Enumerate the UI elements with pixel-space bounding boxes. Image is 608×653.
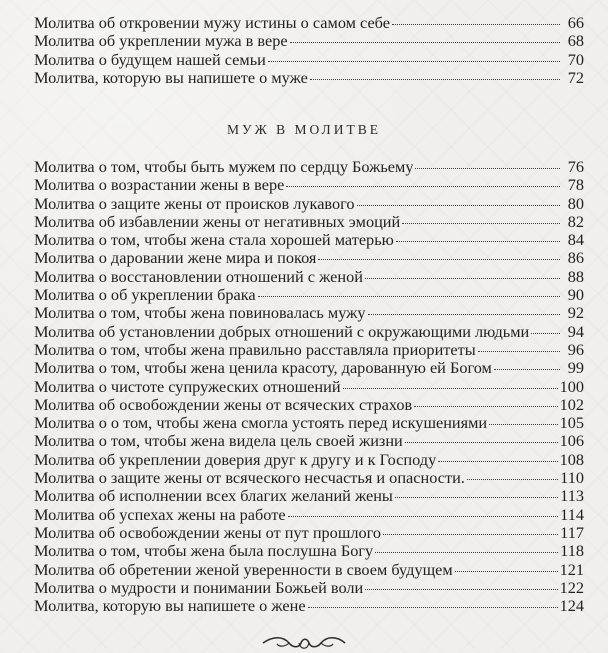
toc-entry-page-number: 108 — [559, 449, 584, 469]
dot-leader — [318, 259, 560, 260]
toc-entry-page-number: 113 — [560, 486, 584, 506]
toc-entry-title: Молитва о восстановлении отношений с женой — [34, 267, 363, 286]
toc-entry-title: Молитва об освобождении жены от всяческих страхов — [34, 395, 413, 414]
toc-entry-page-number: 84 — [567, 230, 584, 250]
toc-entry-title: Молитва об откровении мужу истины о самом себе — [34, 14, 390, 32]
toc-entry — [34, 597, 584, 615]
toc-entry-page-number: 88 — [567, 266, 584, 286]
dot-leader — [415, 168, 560, 169]
toc-entry — [34, 506, 584, 524]
toc-entry — [34, 469, 584, 487]
toc-entry — [34, 487, 584, 505]
toc-entry — [34, 432, 584, 450]
dot-leader — [531, 333, 560, 334]
dot-leader — [310, 79, 560, 80]
toc-entry-page-number: 78 — [567, 175, 584, 195]
toc-entry — [34, 176, 584, 194]
toc-entry-title: Молитва об избавлении жены от негативных эмоций — [34, 212, 401, 231]
toc-entry-title: Молитва о защите жены от происков лукавого — [34, 194, 355, 213]
toc-entry-page-number: 105 — [559, 413, 584, 433]
toc-entry-title: Молитва, которую вы напишете о муже — [34, 68, 308, 87]
dot-leader — [308, 607, 558, 608]
toc-entry-page-number: 92 — [567, 303, 584, 323]
toc-entry — [34, 341, 584, 359]
toc-entry-title: Молитва о том, чтобы жена ценила красоту, дарованную ей Богом — [34, 359, 492, 378]
toc-entry-page-number: 117 — [560, 522, 584, 542]
dot-leader — [286, 186, 560, 187]
toc-entry-title: Молитва о том, чтобы жена повиновалась мужу — [34, 304, 366, 323]
toc-entry-title: Молитва о том, чтобы жена была послушна Богу — [34, 542, 374, 561]
toc-entry-page-number: 86 — [567, 248, 584, 268]
dot-leader — [383, 534, 558, 535]
toc-entry-page-number: 118 — [560, 541, 584, 561]
toc-entry — [34, 195, 584, 213]
toc-list-previous-section — [34, 14, 584, 87]
toc-entry — [34, 286, 584, 304]
toc-entry-page-number: 124 — [559, 596, 584, 616]
dot-leader — [478, 351, 560, 352]
toc-entry-page-number: 114 — [560, 504, 584, 524]
toc-entry — [34, 451, 584, 469]
toc-entry-title: Молитва о об укреплении брака — [34, 286, 256, 305]
toc-entry-page-number: 100 — [559, 376, 584, 396]
dot-leader — [395, 497, 558, 498]
dot-leader — [290, 42, 560, 43]
toc-entry-page-number: 68 — [567, 31, 584, 51]
toc-entry-page-number: 110 — [560, 468, 584, 488]
dot-leader — [343, 388, 558, 389]
dot-leader — [365, 589, 557, 590]
toc-entry — [34, 14, 584, 32]
section-heading: МУЖ В МОЛИТВЕ — [227, 122, 381, 137]
toc-entry-page-number: 94 — [567, 321, 584, 341]
dot-leader — [402, 223, 560, 224]
toc-entry-page-number: 102 — [559, 394, 584, 414]
toc-entry-page-number: 96 — [567, 339, 584, 359]
dot-leader — [467, 479, 558, 480]
dot-leader — [392, 24, 560, 25]
toc-entry — [34, 524, 584, 542]
toc-entry-page-number: 70 — [567, 49, 584, 69]
toc-entry-page-number: 66 — [567, 13, 584, 32]
toc-entry — [34, 231, 584, 249]
toc-entry — [34, 249, 584, 267]
toc-entry-page-number: 90 — [567, 285, 584, 305]
dot-leader — [489, 424, 557, 425]
dot-leader — [258, 296, 560, 297]
toc-entry-page-number: 76 — [567, 157, 584, 176]
toc-entry — [34, 51, 584, 69]
toc-entry-title: Молитва о о том, чтобы жена смогла устоять перед искушениями — [34, 414, 488, 433]
toc-entry-title: Молитва о том, чтобы быть мужем по сердцу Божьему — [34, 158, 414, 176]
dot-leader — [357, 205, 560, 206]
toc-entry-title: Молитва о том, чтобы жена правильно расставляла приоритеты — [34, 340, 476, 359]
toc-entry-title: Молитва о защите жены от всяческого несчастья и опасности. — [34, 469, 465, 488]
toc-entry-page-number: 122 — [559, 577, 584, 597]
toc-entry — [34, 414, 584, 432]
dot-leader — [494, 369, 560, 370]
toc-entry-title: Молитва о том, чтобы жена стала хорошей матерью — [34, 231, 394, 250]
toc-entry — [34, 378, 584, 396]
toc-entry-title: Молитва об успехах жены на работе — [34, 505, 286, 524]
toc-entry — [34, 304, 584, 322]
toc-entry — [34, 158, 584, 176]
toc-entry-title: Молитва об освобождении жены от пут прошлого — [34, 523, 382, 542]
toc-entry-title: Молитва о том, чтобы жена видела цель своей жизни — [34, 432, 403, 451]
dot-leader — [396, 241, 560, 242]
toc-entry-title: Молитва об обретении женой уверенности в своем будущем — [34, 560, 453, 579]
toc-entry-title: Молитва, которую вы напишете о жене — [34, 597, 306, 616]
toc-entry — [34, 396, 584, 414]
toc-entry-page-number: 106 — [559, 431, 584, 451]
toc-entry — [34, 32, 584, 50]
toc-entry — [34, 268, 584, 286]
toc-entry-title: Молитва об укреплении мужа в вере — [34, 32, 288, 51]
toc-entry — [34, 69, 584, 87]
toc-entry-page-number: 99 — [567, 358, 584, 378]
toc-entry — [34, 359, 584, 377]
dot-leader — [365, 278, 560, 279]
toc-entry-page-number: 80 — [567, 193, 584, 213]
dot-leader — [405, 442, 558, 443]
toc-entry-page-number: 121 — [559, 559, 584, 579]
dot-leader — [438, 461, 557, 462]
toc-entry-page-number: 72 — [567, 67, 584, 87]
toc-list-husband-in-prayer — [34, 158, 584, 615]
toc-entry — [34, 561, 584, 579]
toc-entry-title: Молитва о возрастании жены в вере — [34, 176, 285, 195]
toc-entry-title: Молитва о чистоте супружеских отношений — [34, 377, 341, 396]
dot-leader — [414, 406, 557, 407]
toc-entry-page-number: 82 — [567, 211, 584, 231]
toc-entry — [34, 323, 584, 341]
dot-leader — [368, 314, 560, 315]
dot-leader — [288, 516, 559, 517]
toc-entry — [34, 213, 584, 231]
dot-leader — [268, 61, 560, 62]
toc-entry-title: Молитва об исполнении всех благих желаний жены — [34, 487, 393, 506]
toc-entry-title: Молитва об установлении добрых отношений с окружающими людьми — [34, 322, 530, 341]
toc-entry-title: Молитва об укреплении доверия друг к другу и к Господу — [34, 450, 437, 469]
dot-leader — [455, 571, 558, 572]
toc-entry — [34, 579, 584, 597]
dot-leader — [375, 552, 558, 553]
swirl-ornament-icon — [259, 634, 349, 652]
toc-entry-title: Молитва о даровании жене мира и покоя — [34, 249, 317, 268]
toc-entry-title: Молитва о будущем нашей семьи — [34, 50, 266, 69]
toc-entry — [34, 542, 584, 560]
toc-entry-title: Молитва о мудрости и понимании Божьей воли — [34, 578, 364, 597]
